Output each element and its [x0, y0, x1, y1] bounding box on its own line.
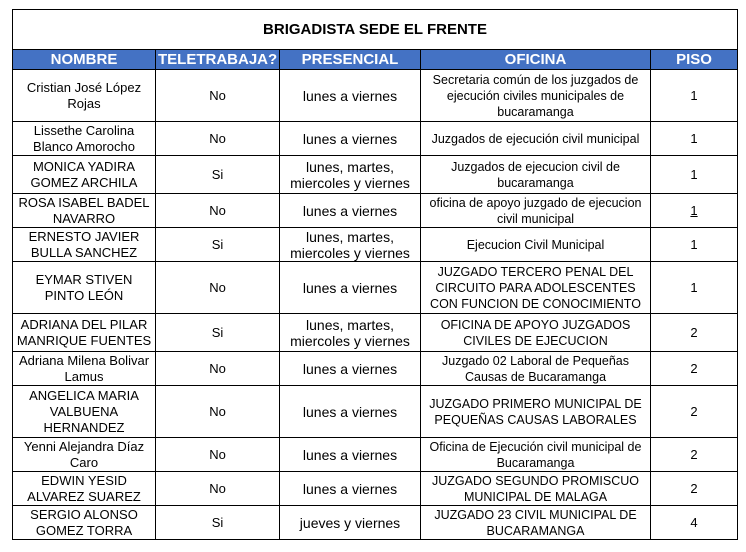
cell-presencial[interactable]: jueves y viernes: [280, 506, 421, 540]
cell-nombre[interactable]: Cristian José López Rojas: [13, 70, 156, 122]
table-row: [13, 228, 738, 262]
cell-piso[interactable]: 2: [651, 386, 738, 438]
cell-nombre[interactable]: EDWIN YESID ALVAREZ SUAREZ: [13, 472, 156, 506]
cell-nombre[interactable]: ADRIANA DEL PILAR MANRIQUE FUENTES: [13, 314, 156, 352]
header-presencial[interactable]: PRESENCIAL: [280, 50, 421, 70]
cell-teletrabajo[interactable]: No: [156, 122, 280, 156]
cell-presencial[interactable]: lunes a viernes: [280, 70, 421, 122]
cell-oficina[interactable]: JUZGADO TERCERO PENAL DEL CIRCUITO PARA ADOLESCENTES CON FUNCION DE CONOCIMIENTO: [421, 262, 651, 314]
table-row: [13, 122, 738, 156]
table-row: [13, 194, 738, 228]
spreadsheet: [12, 9, 737, 540]
table-title[interactable]: BRIGADISTA SEDE EL FRENTE: [13, 10, 738, 50]
cell-presencial[interactable]: lunes a viernes: [280, 262, 421, 314]
cell-piso[interactable]: 2: [651, 438, 738, 472]
brigadista-table: [12, 9, 738, 540]
cell-teletrabajo[interactable]: No: [156, 438, 280, 472]
cell-presencial[interactable]: lunes a viernes: [280, 352, 421, 386]
table-row: [13, 386, 738, 438]
cell-oficina[interactable]: JUZGADO 23 CIVIL MUNICIPAL DE BUCARAMANGA: [421, 506, 651, 540]
table-row: [13, 438, 738, 472]
cell-piso[interactable]: 2: [651, 314, 738, 352]
cell-oficina[interactable]: Juzgado 02 Laboral de Pequeñas Causas de Bucaramanga: [421, 352, 651, 386]
table-row: [13, 262, 738, 314]
cell-presencial[interactable]: lunes a viernes: [280, 194, 421, 228]
cell-nombre[interactable]: ERNESTO JAVIER BULLA SANCHEZ: [13, 228, 156, 262]
cell-presencial[interactable]: lunes, martes, miercoles y viernes: [280, 228, 421, 262]
cell-oficina[interactable]: Ejecucion Civil Municipal: [421, 228, 651, 262]
header-oficina[interactable]: OFICINA: [421, 50, 651, 70]
cell-nombre[interactable]: ROSA ISABEL BADEL NAVARRO: [13, 194, 156, 228]
cell-presencial[interactable]: lunes a viernes: [280, 386, 421, 438]
header-row: [13, 50, 738, 70]
cell-nombre[interactable]: Yenni Alejandra Díaz Caro: [13, 438, 156, 472]
cell-piso[interactable]: 2: [651, 472, 738, 506]
cell-oficina[interactable]: Oficina de Ejecución civil municipal de Bucaramanga: [421, 438, 651, 472]
cell-piso[interactable]: 1: [651, 228, 738, 262]
cell-presencial[interactable]: lunes, martes, miercoles y viernes: [280, 314, 421, 352]
cell-teletrabajo[interactable]: No: [156, 194, 280, 228]
cell-teletrabajo[interactable]: Si: [156, 314, 280, 352]
table-row: [13, 156, 738, 194]
cell-oficina[interactable]: JUZGADO SEGUNDO PROMISCUO MUNICIPAL DE MALAGA: [421, 472, 651, 506]
table-row: [13, 314, 738, 352]
header-teletrabajo[interactable]: TELETRABAJA?: [156, 50, 280, 70]
cell-piso[interactable]: 4: [651, 506, 738, 540]
cell-piso[interactable]: 1: [651, 156, 738, 194]
cell-teletrabajo[interactable]: No: [156, 386, 280, 438]
cell-piso[interactable]: 1: [651, 262, 738, 314]
cell-oficina[interactable]: Secretaria común de los juzgados de ejecución civiles municipales de bucaramanga: [421, 70, 651, 122]
table-row: [13, 472, 738, 506]
cell-teletrabajo[interactable]: No: [156, 262, 280, 314]
cell-presencial[interactable]: lunes a viernes: [280, 438, 421, 472]
cell-nombre[interactable]: MONICA YADIRA GOMEZ ARCHILA: [13, 156, 156, 194]
cell-oficina[interactable]: Juzgados de ejecucion civil de bucaramanga: [421, 156, 651, 194]
title-row: [13, 10, 738, 50]
cell-oficina[interactable]: JUZGADO PRIMERO MUNICIPAL DE PEQUEÑAS CAUSAS LABORALES: [421, 386, 651, 438]
cell-nombre[interactable]: SERGIO ALONSO GOMEZ TORRA: [13, 506, 156, 540]
cell-teletrabajo[interactable]: No: [156, 352, 280, 386]
table-row: [13, 506, 738, 540]
cell-teletrabajo[interactable]: Si: [156, 228, 280, 262]
cell-oficina[interactable]: Juzgados de ejecución civil municipal: [421, 122, 651, 156]
cell-nombre[interactable]: ANGELICA MARIA VALBUENA HERNANDEZ: [13, 386, 156, 438]
cell-piso[interactable]: 1: [651, 194, 738, 228]
cell-nombre[interactable]: Adriana Milena Bolivar Lamus: [13, 352, 156, 386]
cell-oficina[interactable]: OFICINA DE APOYO JUZGADOS CIVILES DE EJECUCION: [421, 314, 651, 352]
cell-piso[interactable]: 2: [651, 352, 738, 386]
cell-piso[interactable]: 1: [651, 70, 738, 122]
cell-teletrabajo[interactable]: Si: [156, 506, 280, 540]
cell-teletrabajo[interactable]: No: [156, 70, 280, 122]
cell-presencial[interactable]: lunes a viernes: [280, 472, 421, 506]
table-row: [13, 70, 738, 122]
cell-presencial[interactable]: lunes a viernes: [280, 122, 421, 156]
cell-teletrabajo[interactable]: No: [156, 472, 280, 506]
cell-oficina[interactable]: oficina de apoyo juzgado de ejecucion civil municipal: [421, 194, 651, 228]
cell-piso[interactable]: 1: [651, 122, 738, 156]
cell-presencial[interactable]: lunes, martes, miercoles y viernes: [280, 156, 421, 194]
cell-teletrabajo[interactable]: Si: [156, 156, 280, 194]
cell-nombre[interactable]: EYMAR STIVEN PINTO LEÓN: [13, 262, 156, 314]
cell-nombre[interactable]: Lissethe Carolina Blanco Amorocho: [13, 122, 156, 156]
header-nombre[interactable]: NOMBRE: [13, 50, 156, 70]
table-row: [13, 352, 738, 386]
header-piso[interactable]: PISO: [651, 50, 738, 70]
